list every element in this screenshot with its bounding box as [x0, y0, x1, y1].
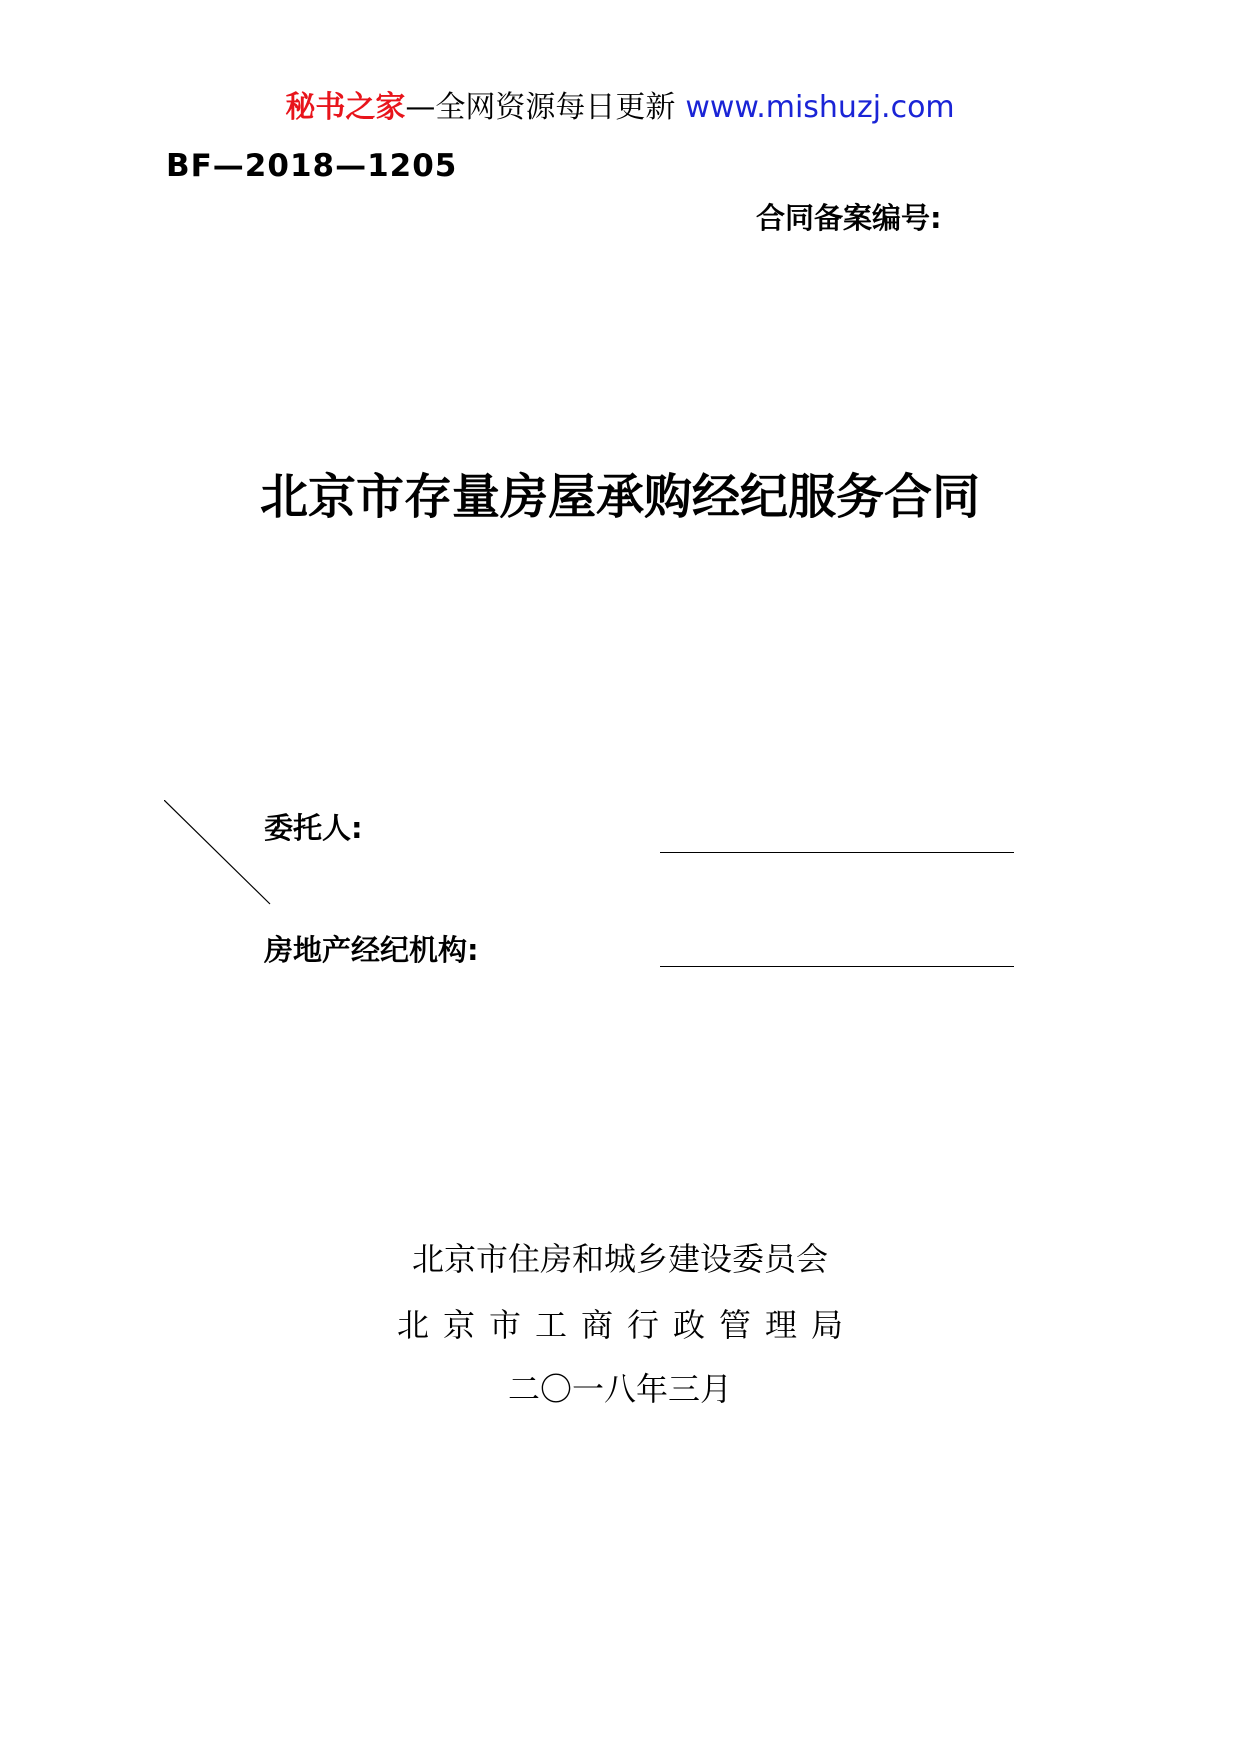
diagonal-line	[164, 800, 274, 906]
agency-label: 房地产经纪机构:	[264, 933, 479, 967]
banner-url-link[interactable]: www.mishuzj.com	[685, 90, 955, 125]
issuer-commerce-bureau: 北京市工商行政管理局	[396, 1306, 857, 1344]
issue-date: 二〇一八年三月	[507, 1370, 732, 1408]
client-label: 委托人:	[264, 811, 363, 845]
header-banner	[0, 88, 1240, 128]
agency-input-line[interactable]	[660, 966, 1014, 967]
record-number-label: 合同备案编号:	[756, 201, 942, 235]
client-input-line[interactable]	[660, 852, 1014, 853]
contract-title: 北京市存量房屋承购经纪服务合同	[259, 469, 980, 525]
document-code: BF—2018—1205	[166, 148, 458, 184]
brand-name: 秘书之家	[285, 90, 406, 125]
issuer-housing-commission: 北京市住房和城乡建设委员会	[411, 1240, 828, 1278]
banner-tagline: —全网资源每日更新	[405, 90, 676, 125]
